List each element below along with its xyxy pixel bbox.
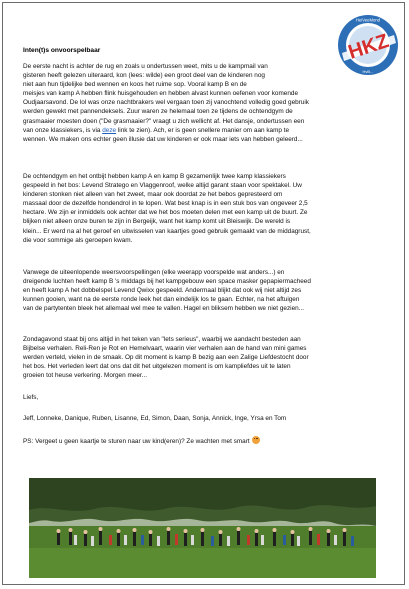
smiley-icon — [252, 436, 260, 444]
logo-ring-top-text: HeiVeeMond — [356, 17, 380, 23]
greeting: Liefs, — [23, 394, 39, 401]
text-line-with-link — [23, 126, 309, 135]
text-line: Vanwege de uiteenlopende weersvoorspellingen (elke weerapp voorspelde wat anders...) en — [23, 269, 285, 276]
text-line: Oudjaarsavond. De lol was onze nachtbrakers wel vergaan toen zij vanochtend volledig goed gebruik — [23, 99, 309, 107]
text-line: dreigende luchten heeft kamp B 's middags bij het kampgebouw een space masker gepapiermacheed — [23, 278, 311, 286]
text-line: groeien tot heuse verkering. Morgen meer... — [23, 372, 147, 380]
text-line: niet aan hun tijdelijke bed wennen en koos het ruime sop. Vooral kamp B en de — [23, 81, 247, 89]
text-line: van de partytenten bleek het allemaal wel mee te vallen. Hagel en bliksem hebben we niet gezien... — [23, 305, 305, 313]
text-fragment: van onze klassiekers, is via — [23, 126, 103, 134]
group-photo — [29, 478, 376, 578]
paragraph-4 — [23, 335, 309, 380]
logo-text: HKZ — [345, 30, 392, 64]
postscript — [23, 436, 260, 446]
text-line: gespeeld in het bos: Levend Stratego en Vlaggenroof, welke altijd garant staan voor spektakel. Uw — [23, 182, 302, 190]
text-line: die voor sommige als geroepen kwam. — [23, 236, 133, 244]
text-fragment: link te zien). Ach, er is geen snellere manier om aan kamp te — [116, 126, 290, 134]
paragraph-1 — [23, 62, 309, 144]
page-title: Inten(t)s onvoorspelbaar — [23, 47, 101, 54]
text-line: kinderen stonken niet alleen van het zweet, maar ook doordat ze het bebos gepresteerd om — [23, 191, 283, 199]
signature: Jeff, Lonneke, Danique, Ruben, Lisanne, Ed, Simon, Daan, Sonja, Annick, Inge, Yrsa en Tom — [23, 415, 287, 422]
text-line: blijken niet alleen onze buren te zijn in Bergeijk, want het kamp komt uit Bleiswijk. De wereld is — [23, 218, 291, 226]
text-line: kunnen gooien, want na de eerste ronde leek het dan eindelijk los te gaan. Echter, na het aftuigen — [23, 296, 300, 304]
text-line: werden verteld, vielen in de smaak. Op dit moment is kamp B bezig aan een Zalige Liefdestocht door — [23, 354, 309, 362]
text-line: werden gewekt met pannendeksels. Zuur waren ze helemaal toen ze tijdens de ochtendgym de — [23, 108, 293, 116]
text-line: het bos. Het verleden leert dat ons dat dit het uitgelezen moment is om kampliefdes uit te laten — [23, 363, 291, 371]
text-line: gisteren heeft gelezen uiteraard, kon (lees: wilde) een groot deel van de kinderen nog — [23, 72, 265, 80]
text-line: De ochtend​gym en het ontbijt hebben kamp A en kamp B gezamenlijk twee kamp klassiekers — [23, 173, 286, 180]
text-line: meisjes van kamp A hebben flink huisgehouden en hebben alvast kunnen oefenen voor komende — [23, 90, 298, 98]
text-line: hectare. We zijn er inmiddels ook achter dat we het bos moeten delen met een kamp uit de buurt. Ze — [23, 209, 308, 217]
paragraph-2 — [23, 172, 311, 245]
postscript-text: PS: Vergeet u geen kaartje te sturen naar uw kind(eren)? Ze wachten met smart — [23, 438, 250, 445]
text-line: grasmaaier moesten doen ("De grasmaaier?" vraagt u zich wellicht af. Het dansje, ondertussen een — [23, 117, 305, 125]
deze-link[interactable]: deze — [102, 126, 117, 134]
text-line: en heeft kamp A het dobbelspel Levend Qwixx gespeeld. Andermaal blijkt dat ook wij niet altijd zes — [23, 287, 302, 295]
text-line: wennen. We maken ons echter geen illusie dat uw kinderen er ook maar iets van hebben geleerd... — [23, 135, 303, 143]
document-page — [2, 2, 405, 585]
text-line: De eerste nacht is achter de rug en zoals u ondertussen weet, mits u de kampmail van — [23, 63, 268, 70]
text-line: Zondagavond staat bij ons altijd in het teken van "lets serieus", waarbij we aandacht besteden aan — [23, 336, 301, 343]
text-line: klein... Er werd na al het geroef en uitwisselen van kaartjes goed gebruik gemaakt van de middagrust, — [23, 227, 311, 235]
paragraph-3 — [23, 268, 311, 313]
hkz-logo — [336, 13, 400, 77]
text-line: massaal door de dezelfde hondendrol in te lopen. Wat best knap is in een stuk bos van ongeveer 2,5 — [23, 200, 308, 208]
logo-ring-bottom-text: HvB... — [362, 69, 374, 74]
text-line: Bijbelse verhalen. Reli-Ren je Rot en Hemelvaart, waarin vier verhalen aan de hand van mini games — [23, 345, 307, 353]
